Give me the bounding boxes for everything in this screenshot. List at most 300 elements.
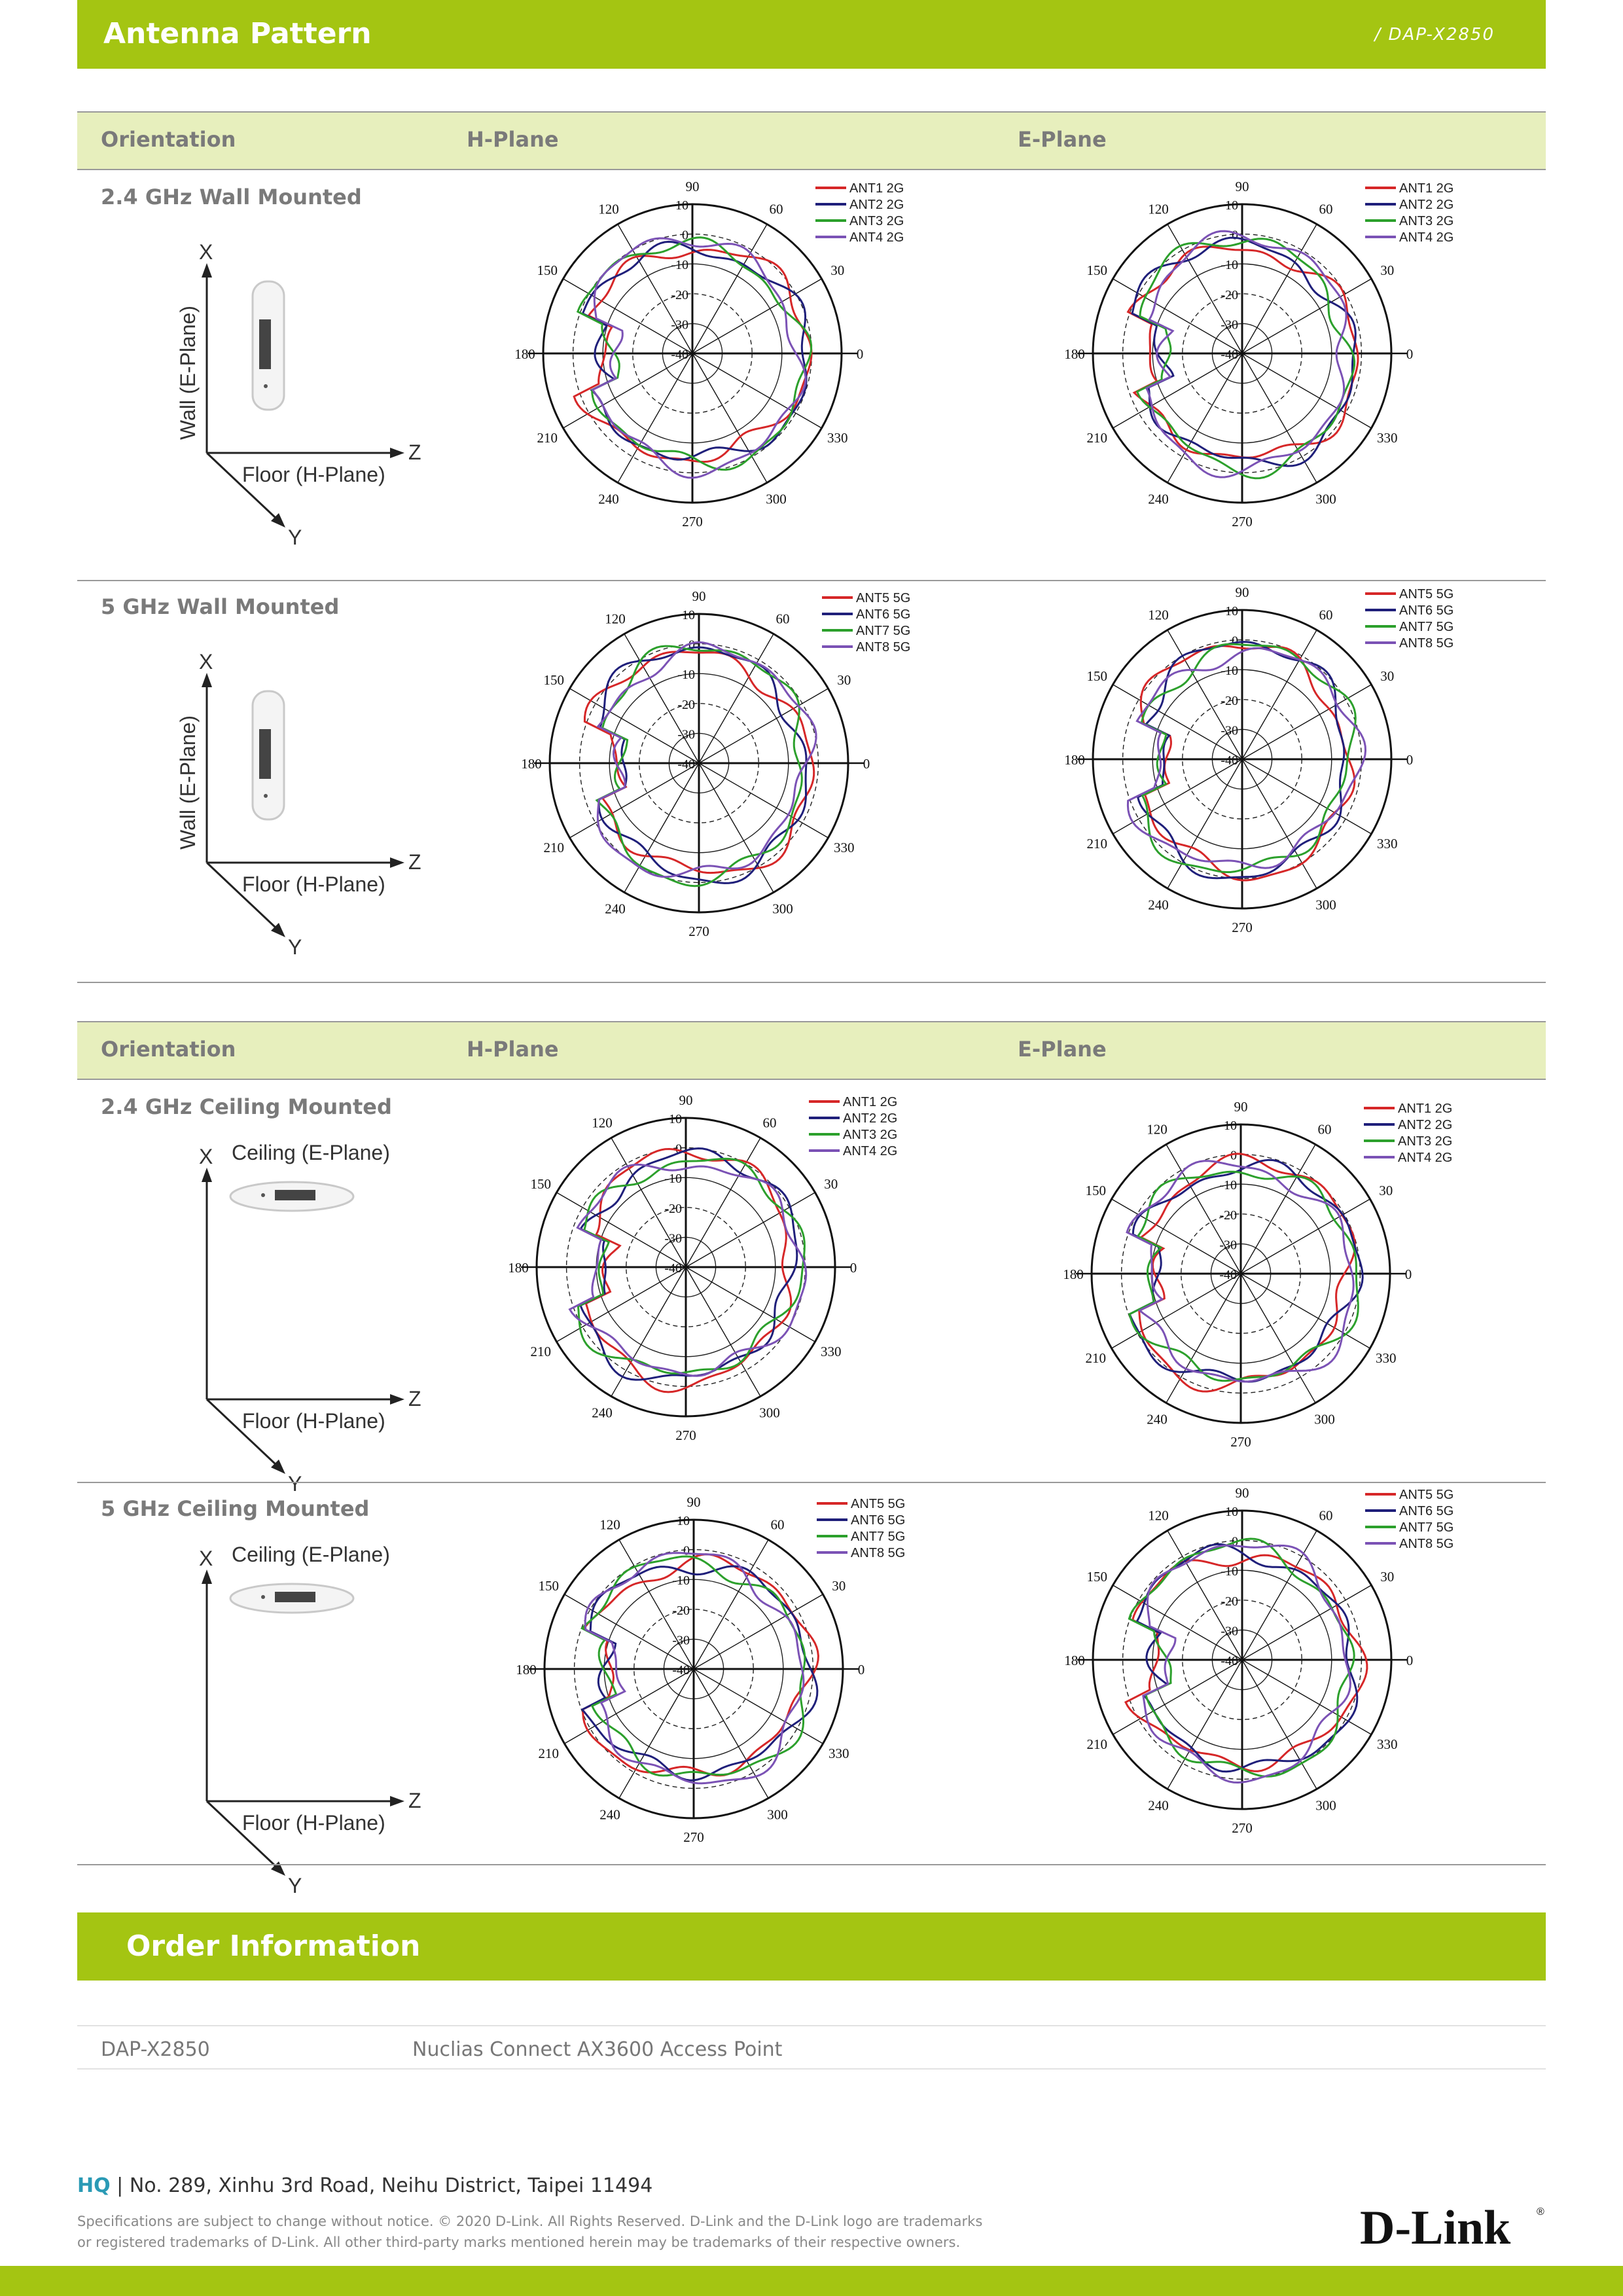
angle-label: 330: [1376, 430, 1398, 446]
registered-mark: ®: [1537, 2206, 1544, 2217]
spoke-line: [557, 1267, 686, 1342]
h-plane-polar-plot: [516, 175, 935, 545]
angle-label: 330: [828, 1746, 849, 1761]
angle-label: 0: [849, 1260, 857, 1276]
spoke-line: [563, 353, 692, 428]
spoke-line: [1241, 1274, 1315, 1403]
radial-label: -20: [1221, 287, 1238, 302]
order-row-top-border: [77, 2025, 1546, 2026]
order-information-banner: [77, 1912, 1546, 1981]
spoke-line: [699, 689, 828, 763]
angle-label: 330: [820, 1344, 842, 1359]
footer-bar: [0, 2266, 1623, 2296]
legend-label: ANT3 2G: [843, 1128, 898, 1142]
radial-label: -20: [671, 287, 688, 302]
spoke-line: [694, 1669, 768, 1798]
angle-label: 60: [769, 201, 783, 217]
angle-label: 240: [1148, 1797, 1169, 1814]
legend-label: ANT6 5G: [851, 1513, 906, 1528]
angle-label: 30: [1380, 262, 1395, 278]
angle-label: 300: [1315, 1797, 1336, 1814]
angle-label: 240: [1148, 491, 1169, 507]
angle-label: 30: [830, 262, 845, 278]
row-divider: [77, 1864, 1546, 1865]
radial-label: 10: [682, 608, 695, 622]
radial-label: -30: [1219, 1238, 1237, 1253]
legend-label: ANT3 2G: [1398, 1134, 1453, 1149]
x-axis-label: X: [199, 1547, 213, 1570]
h-plane-polar-plot: [522, 585, 941, 954]
radial-label: -20: [1221, 1594, 1238, 1609]
angle-label: 150: [1085, 1183, 1107, 1198]
angle-label: 180: [514, 346, 535, 362]
orientation-svg: [123, 1541, 424, 1897]
angle-label: 330: [833, 840, 855, 855]
radial-label: -30: [1221, 1624, 1238, 1639]
angle-label: 0: [857, 1662, 865, 1677]
radial-label: 10: [1225, 604, 1238, 619]
legend-label: ANT2 2G: [1398, 1118, 1453, 1132]
page-title: Antenna Pattern: [103, 17, 372, 50]
header-e-plane: E-Plane: [1018, 127, 1107, 152]
table-header-row: [77, 111, 1546, 170]
radial-label: -20: [1219, 1208, 1237, 1223]
spoke-line: [1113, 1660, 1242, 1734]
spoke-line: [1242, 1660, 1317, 1789]
header-e-plane: E-Plane: [1018, 1037, 1107, 1062]
angle-label: 30: [832, 1578, 846, 1594]
legend-label: ANT8 5G: [1399, 1537, 1454, 1551]
radial-label: -30: [1221, 723, 1238, 738]
row-title-5-wall: 5 GHz Wall Mounted: [101, 594, 340, 619]
angle-label: 240: [592, 1405, 613, 1421]
spoke-line: [570, 763, 699, 838]
orientation-svg: [123, 652, 424, 979]
wall-e-plane-label: Wall (E-Plane): [176, 305, 200, 440]
ceiling-e-plane-label: Ceiling (E-Plane): [232, 1141, 390, 1164]
angle-label: 330: [1376, 836, 1398, 852]
radial-label: -10: [677, 668, 695, 683]
z-axis-label: Z: [408, 1387, 421, 1410]
legend-label: ANT8 5G: [856, 640, 911, 655]
hq-address: [77, 2174, 652, 2197]
header-h-plane: H-Plane: [467, 1037, 559, 1062]
radial-label: -40: [1221, 753, 1238, 768]
angle-label: 270: [1230, 1434, 1251, 1450]
y-axis-label: Y: [288, 1874, 302, 1897]
polar-chart-svg: [509, 1089, 928, 1456]
angle-label: 180: [1064, 752, 1085, 768]
orientation-diagram: [123, 1541, 424, 1897]
angle-label: 60: [1319, 607, 1333, 623]
radial-label: -10: [1221, 258, 1238, 273]
radial-label: 10: [669, 1112, 682, 1126]
legend-label: ANT6 5G: [856, 607, 911, 622]
legend-label: ANT4 2G: [1398, 1151, 1453, 1165]
spoke-line: [1168, 353, 1242, 482]
angle-label: 270: [688, 924, 709, 939]
legal-line-2: or registered trademarks of D-Link. All other third-party marks mentioned herein may be trademarks of their respective owners.: [77, 2234, 961, 2250]
radial-label: -10: [671, 258, 688, 273]
radial-label: -30: [671, 317, 688, 332]
e-plane-polar-plot: [1065, 581, 1484, 950]
legend-label: ANT4 2G: [843, 1144, 898, 1158]
spoke-line: [686, 1193, 815, 1267]
legend-label: ANT4 2G: [849, 230, 904, 245]
radial-label: 10: [1225, 198, 1238, 213]
legend-label: ANT3 2G: [849, 214, 904, 228]
radial-label: -40: [671, 348, 688, 362]
polar-chart-svg: [516, 175, 935, 542]
angle-label: 270: [675, 1427, 696, 1443]
device-led: [264, 384, 268, 388]
ceiling-e-plane-label: Ceiling (E-Plane): [232, 1543, 390, 1566]
device-ports: [259, 729, 271, 779]
radial-label: 0: [1232, 634, 1238, 649]
angle-label: 300: [1315, 897, 1336, 913]
orientation-svg: [123, 1139, 424, 1496]
radial-label: -10: [1221, 1564, 1238, 1579]
spoke-line: [1242, 1531, 1317, 1660]
page-header-banner: [77, 0, 1546, 69]
radial-label: -30: [677, 727, 695, 742]
radial-label: 10: [675, 198, 688, 213]
angle-label: 180: [1064, 1653, 1085, 1668]
legend-label: ANT1 2G: [1398, 1102, 1453, 1116]
orientation-diagram: [123, 242, 424, 572]
angle-label: 0: [856, 346, 864, 362]
legend-label: ANT7 5G: [851, 1530, 906, 1544]
angle-label: 300: [766, 491, 787, 507]
angle-label: 240: [1147, 1411, 1168, 1427]
e-plane-polar-plot: [1065, 1482, 1484, 1851]
angle-label: 270: [1232, 514, 1253, 529]
device-led: [261, 1193, 265, 1197]
radial-label: -10: [1219, 1178, 1237, 1193]
angle-label: 60: [1319, 201, 1333, 217]
legend-label: ANT6 5G: [1399, 1504, 1454, 1518]
radial-label: -40: [1219, 1268, 1237, 1282]
x-axis-label: X: [199, 1145, 213, 1168]
antenna-pattern-series: [593, 238, 806, 478]
angle-label: 120: [1148, 607, 1169, 623]
angle-label: 330: [1376, 1736, 1398, 1752]
radial-label: 0: [688, 637, 695, 653]
access-point-device: [253, 691, 284, 819]
radial-label: 0: [1232, 228, 1238, 243]
spoke-line: [1242, 353, 1317, 482]
angle-label: 60: [776, 611, 790, 627]
angle-label: 90: [1235, 584, 1249, 600]
angle-label: 0: [1406, 752, 1414, 768]
spoke-line: [1112, 1274, 1241, 1348]
legend-label: ANT7 5G: [856, 624, 911, 638]
polar-grid: [1077, 1511, 1407, 1809]
radial-label: -40: [664, 1261, 682, 1276]
device-led: [261, 1595, 265, 1599]
h-plane-polar-plot: [517, 1491, 936, 1860]
angle-label: 210: [543, 840, 565, 855]
order-model: DAP-X2850: [101, 2038, 210, 2061]
angle-label: 210: [1086, 1736, 1108, 1752]
spoke-line: [1113, 353, 1242, 428]
polar-chart-svg: [1064, 1096, 1483, 1462]
angle-label: 90: [692, 588, 706, 604]
row-title-5-ceiling: 5 GHz Ceiling Mounted: [101, 1496, 370, 1521]
antenna-pattern-series: [1141, 644, 1355, 872]
polar-chart-svg: [1065, 581, 1484, 948]
spoke-line: [1168, 1660, 1242, 1789]
orientation-diagram: [123, 652, 424, 982]
legend-label: ANT8 5G: [1399, 636, 1454, 651]
floor-h-plane-label: Floor (H-Plane): [242, 463, 385, 486]
orientation-svg: [123, 242, 424, 569]
row-title-24-wall: 2.4 GHz Wall Mounted: [101, 185, 362, 209]
legend-label: ANT2 2G: [849, 198, 904, 212]
spoke-line: [1242, 279, 1371, 353]
angle-label: 60: [1319, 1507, 1333, 1524]
angle-label: 240: [599, 1806, 620, 1823]
device-ports: [259, 319, 271, 369]
access-point-device: [253, 281, 284, 410]
table-header-row: [77, 1021, 1546, 1080]
z-axis-label: Z: [408, 850, 421, 874]
radial-label: -10: [672, 1573, 690, 1588]
angle-label: 180: [1064, 346, 1085, 362]
device-led: [264, 794, 268, 798]
angle-label: 90: [685, 179, 700, 194]
radial-label: -40: [677, 757, 695, 772]
angle-label: 60: [1317, 1121, 1332, 1138]
z-axis-arrow: [390, 1796, 404, 1806]
access-point-device: [230, 1182, 353, 1211]
spoke-line: [565, 1669, 694, 1744]
y-axis-label: Y: [288, 1472, 302, 1496]
angle-label: 120: [605, 611, 626, 627]
wall-e-plane-label: Wall (E-Plane): [176, 715, 200, 850]
z-axis-arrow: [390, 448, 404, 458]
angle-label: 150: [543, 672, 565, 688]
angle-label: 270: [1232, 920, 1253, 935]
angle-label: 330: [827, 430, 848, 446]
angle-label: 90: [1234, 1099, 1248, 1115]
angle-label: 150: [1086, 262, 1108, 278]
spoke-line: [694, 1594, 823, 1669]
angle-label: 150: [538, 1578, 560, 1594]
radial-label: -30: [672, 1633, 690, 1648]
spoke-line: [1242, 759, 1317, 888]
angle-label: 270: [683, 1829, 704, 1845]
angle-label: 30: [1379, 1183, 1393, 1198]
legend-label: ANT2 2G: [1399, 198, 1454, 212]
e-plane-polar-plot: [1064, 1096, 1483, 1465]
orientation-diagram: [123, 1139, 424, 1496]
angle-label: 0: [863, 756, 870, 772]
angle-label: 30: [1380, 668, 1395, 684]
angle-label: 120: [1148, 201, 1169, 217]
angle-label: 210: [530, 1344, 552, 1359]
legend-label: ANT4 2G: [1399, 230, 1454, 245]
legend-label: ANT5 5G: [1399, 587, 1454, 601]
angle-label: 300: [1314, 1411, 1335, 1427]
radial-label: 0: [1232, 1534, 1238, 1549]
angle-label: 0: [1406, 1653, 1414, 1668]
angle-label: 30: [824, 1176, 838, 1192]
spoke-line: [624, 763, 699, 892]
polar-grid: [1077, 610, 1407, 908]
angle-label: 120: [1148, 1507, 1169, 1524]
angle-label: 210: [1086, 430, 1108, 446]
z-axis-label: Z: [408, 1789, 421, 1812]
angle-label: 180: [1063, 1266, 1084, 1282]
e-plane-polar-plot: [1065, 175, 1484, 545]
angle-label: 210: [1085, 1350, 1107, 1366]
radial-label: -40: [672, 1663, 690, 1677]
radial-label: -20: [677, 697, 695, 712]
polar-chart-svg: [522, 585, 941, 952]
floor-h-plane-label: Floor (H-Plane): [242, 872, 385, 896]
floor-h-plane-label: Floor (H-Plane): [242, 1811, 385, 1835]
spoke-line: [686, 1267, 815, 1342]
row-divider: [77, 982, 1546, 983]
order-row-bottom-border: [77, 2068, 1546, 2070]
angle-label: 210: [538, 1746, 560, 1761]
legend-label: ANT3 2G: [1399, 214, 1454, 228]
angle-label: 0: [1404, 1266, 1412, 1282]
angle-label: 90: [679, 1092, 693, 1108]
angle-label: 150: [1086, 1569, 1108, 1585]
angle-label: 210: [1086, 836, 1108, 852]
angle-label: 30: [1380, 1569, 1395, 1585]
order-description: Nuclias Connect AX3600 Access Point: [412, 2038, 783, 2061]
radial-label: 0: [675, 1141, 682, 1157]
radial-label: 10: [1225, 1505, 1238, 1519]
angle-label: 0: [1406, 346, 1414, 362]
x-axis-arrow: [202, 1168, 212, 1182]
radial-label: 0: [682, 228, 688, 243]
radial-label: -20: [664, 1201, 682, 1216]
legend-label: ANT7 5G: [1399, 620, 1454, 634]
angle-label: 180: [516, 1662, 537, 1677]
polar-grid: [529, 1520, 859, 1818]
device-ports: [275, 1190, 315, 1200]
dlink-logo-text: D-Link: [1360, 2201, 1511, 2255]
x-axis-arrow: [202, 673, 212, 687]
z-axis-label: Z: [408, 440, 421, 464]
legend-label: ANT5 5G: [1399, 1488, 1454, 1502]
radial-label: -20: [1221, 693, 1238, 708]
legend-label: ANT5 5G: [856, 591, 911, 605]
spoke-line: [1241, 1274, 1370, 1348]
angle-label: 300: [1315, 491, 1336, 507]
legend-label: ANT5 5G: [851, 1497, 906, 1511]
y-axis-label: Y: [288, 526, 302, 549]
legend-label: ANT6 5G: [1399, 603, 1454, 618]
floor-h-plane-label: Floor (H-Plane): [242, 1409, 385, 1433]
legend-label: ANT1 2G: [1399, 181, 1454, 196]
angle-label: 120: [598, 201, 619, 217]
x-axis-arrow: [202, 263, 212, 278]
angle-label: 330: [1375, 1350, 1397, 1366]
angle-label: 240: [605, 901, 626, 917]
spoke-line: [1242, 1585, 1371, 1660]
radial-label: 10: [1224, 1119, 1237, 1133]
radial-label: -40: [1221, 348, 1238, 362]
angle-label: 300: [767, 1806, 788, 1823]
angle-label: 120: [1147, 1121, 1168, 1138]
angle-label: 240: [1148, 897, 1169, 913]
radial-label: -20: [672, 1603, 690, 1618]
angle-label: 270: [1232, 1820, 1253, 1836]
angle-label: 90: [687, 1494, 701, 1510]
angle-label: 210: [537, 430, 558, 446]
radial-label: -30: [1221, 317, 1238, 332]
radial-label: 0: [1230, 1148, 1237, 1163]
access-point-device: [230, 1584, 353, 1613]
z-axis-arrow: [390, 1394, 404, 1405]
radial-label: -10: [1221, 664, 1238, 679]
header-h-plane: H-Plane: [467, 127, 559, 152]
x-axis-arrow: [202, 1570, 212, 1584]
x-axis-label: X: [199, 650, 213, 673]
angle-label: 300: [772, 901, 793, 917]
angle-label: 150: [530, 1176, 552, 1192]
angle-label: 180: [508, 1260, 529, 1276]
spoke-line: [1242, 1660, 1371, 1734]
angle-label: 240: [598, 491, 619, 507]
hq-label: HQ: [77, 2174, 111, 2197]
z-axis-arrow: [390, 857, 404, 868]
polar-chart-svg: [1065, 1482, 1484, 1848]
radial-label: -40: [1221, 1654, 1238, 1668]
legend-label: ANT2 2G: [843, 1111, 898, 1126]
dlink-logo: [1359, 2199, 1548, 2255]
model-label: / DAP-X2850: [1374, 25, 1495, 45]
legend-label: ANT1 2G: [849, 181, 904, 196]
radial-label: -10: [664, 1172, 682, 1187]
legend-label: ANT7 5G: [1399, 1520, 1454, 1535]
legal-line-1: Specifications are subject to change without notice. © 2020 D-Link. All Rights Reserved. D-Link and the D-Link logo are trademarks: [77, 2214, 983, 2229]
polar-chart-svg: [1065, 175, 1484, 542]
angle-label: 150: [537, 262, 558, 278]
spoke-line: [699, 763, 828, 838]
angle-label: 60: [770, 1516, 785, 1533]
angle-label: 120: [599, 1516, 620, 1533]
radial-label: 0: [683, 1543, 690, 1558]
angle-label: 90: [1235, 1485, 1249, 1501]
hq-address-text: | No. 289, Xinhu 3rd Road, Neihu District, Taipei 11494: [116, 2174, 653, 2197]
angle-label: 30: [837, 672, 851, 688]
angle-label: 180: [521, 756, 542, 772]
polar-chart-svg: [517, 1491, 936, 1857]
spoke-line: [686, 1267, 760, 1396]
angle-label: 120: [592, 1115, 613, 1131]
legend-label: ANT1 2G: [843, 1095, 898, 1109]
row-title-24-ceiling: 2.4 GHz Ceiling Mounted: [101, 1094, 392, 1119]
legend-label: ANT8 5G: [851, 1546, 906, 1560]
angle-label: 300: [759, 1405, 780, 1421]
angle-label: 150: [1086, 668, 1108, 684]
device-ports: [275, 1592, 315, 1602]
angle-label: 270: [682, 514, 703, 529]
x-axis-label: X: [199, 240, 213, 264]
y-axis-label: Y: [288, 935, 302, 959]
angle-label: 60: [762, 1115, 777, 1131]
angle-label: 90: [1235, 179, 1249, 194]
spoke-line: [618, 353, 692, 482]
h-plane-polar-plot: [509, 1089, 928, 1458]
order-title: Order Information: [126, 1929, 421, 1963]
